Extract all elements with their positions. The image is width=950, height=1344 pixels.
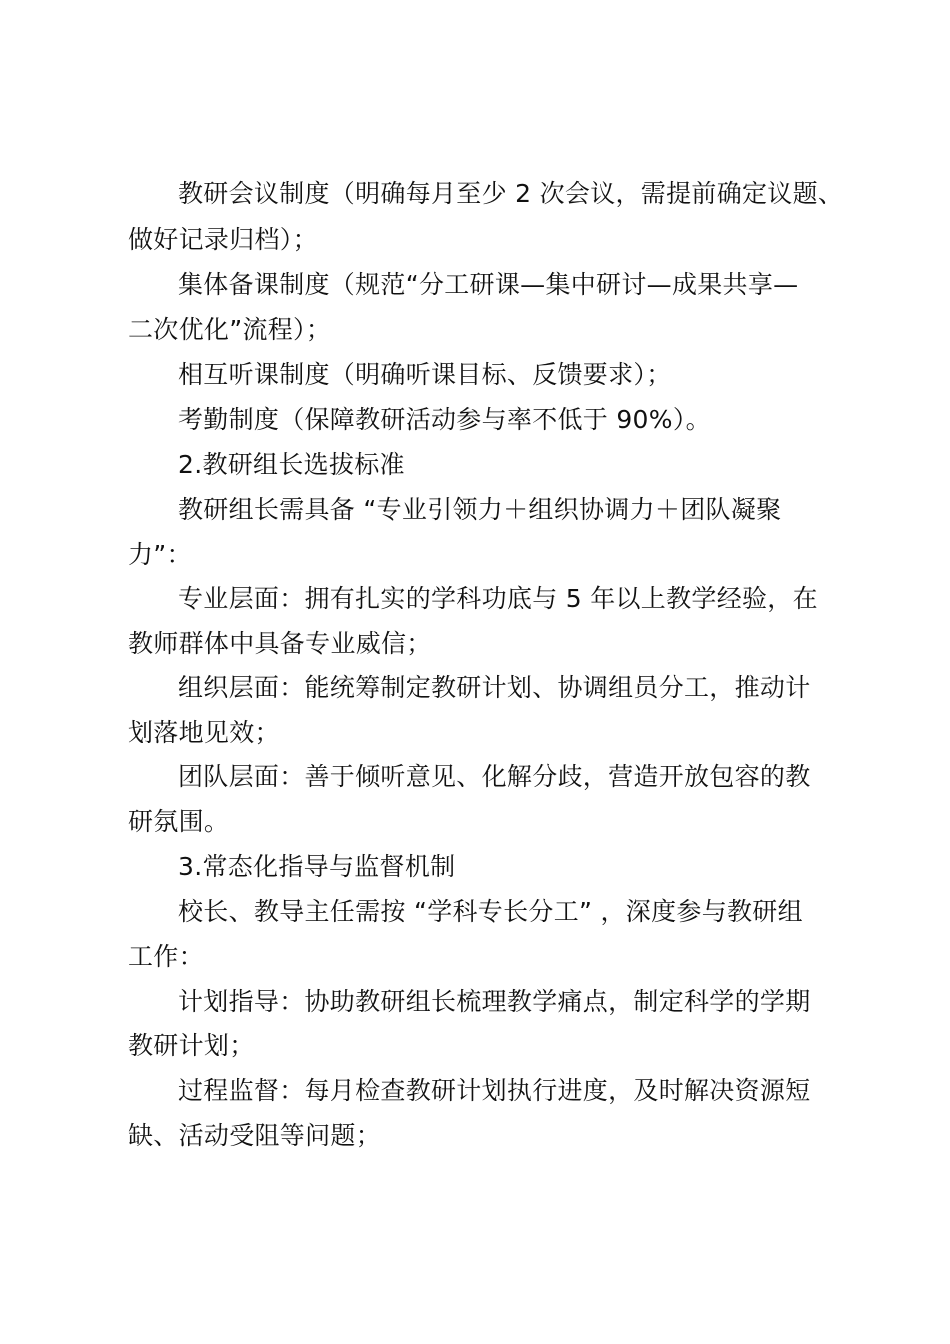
p13-line2: 缺、活动受阻等问题；: [128, 1121, 382, 1150]
p6-line2: 力”：: [128, 540, 192, 569]
p9-line2: 研氛围。: [128, 807, 230, 836]
p2-line1: 集体备课制度（规范“分工研课—集中研讨—成果共享—: [178, 270, 799, 299]
p8-line1: 组织层面：能统筹制定教研计划、协调组员分工，推动计: [178, 673, 811, 702]
p9-line1: 团队层面：善于倾听意见、化解分歧，营造开放包容的教: [178, 762, 811, 791]
p13-line1: 过程监督：每月检查教研计划执行进度，及时解决资源短: [178, 1076, 811, 1105]
p1-line1: 教研会议制度（明确每月至少 2 次会议，需提前确定议题、: [178, 179, 844, 208]
section-heading-3: 3.常态化指导与监督机制: [178, 852, 456, 881]
p3-line1: 相互听课制度（明确听课目标、反馈要求）；: [178, 360, 672, 389]
p11-line1: 校长、教导主任需按 “学科专长分工” ，深度参与教研组: [178, 897, 803, 926]
section-heading-2: 2.教研组长选拔标准: [178, 450, 405, 479]
p1-line2: 做好记录归档）；: [128, 225, 318, 254]
p6-line1: 教研组长需具备 “专业引领力＋组织协调力＋团队凝聚: [178, 495, 782, 524]
p11-line2: 工作：: [128, 942, 204, 971]
p8-line2: 划落地见效；: [128, 718, 280, 747]
p7-line1: 专业层面：拥有扎实的学科功底与 5 年以上教学经验，在: [178, 584, 818, 613]
p12-line2: 教研计划；: [128, 1031, 255, 1060]
p12-line1: 计划指导：协助教研组长梳理教学痛点，制定科学的学期: [178, 987, 811, 1016]
p7-line2: 教师群体中具备专业威信；: [128, 629, 432, 658]
p4-line1: 考勤制度（保障教研活动参与率不低于 90%）。: [178, 405, 711, 434]
p2-line2: 二次优化”流程）；: [128, 315, 332, 344]
